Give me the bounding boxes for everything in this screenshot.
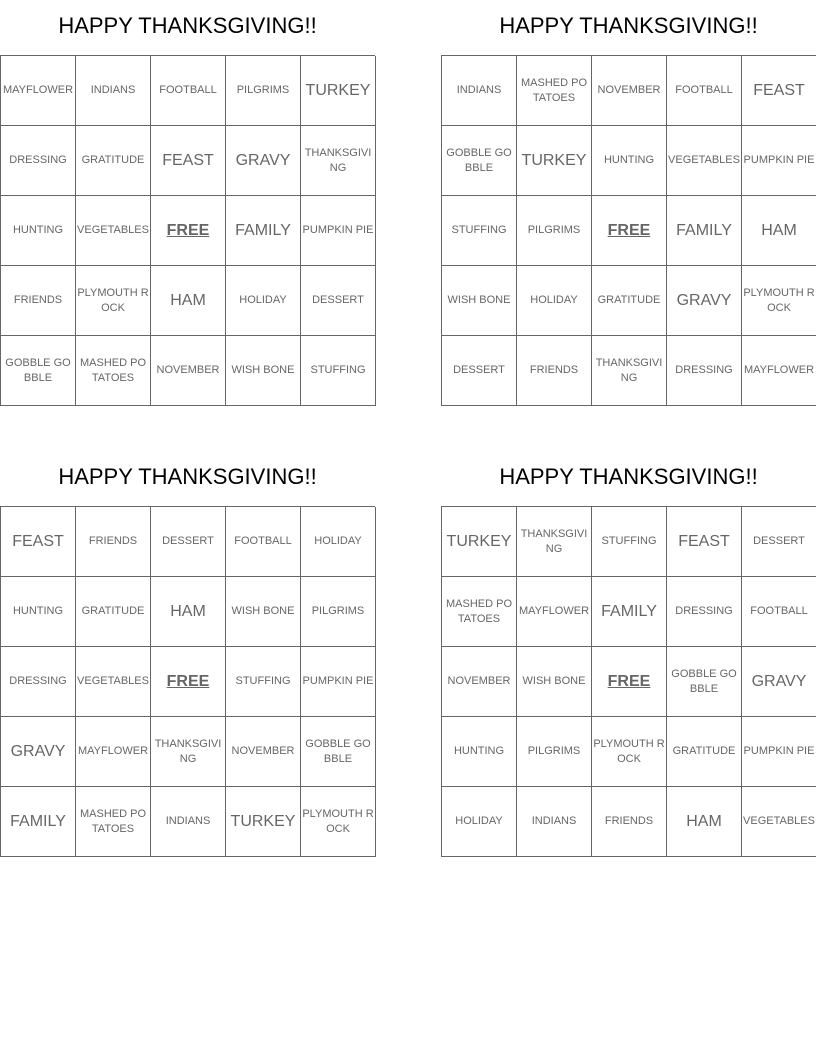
bingo-cell: VEGETABLES — [742, 787, 816, 857]
bingo-card-1 — [0, 0, 375, 406]
bingo-cell: MASHED POTATOES — [76, 336, 151, 406]
bingo-grid — [441, 55, 816, 406]
bingo-cell: HOLIDAY — [442, 787, 517, 857]
bingo-cell: HUNTING — [592, 126, 667, 196]
bingo-cell: VEGETABLES — [76, 647, 151, 717]
bingo-cell: FAMILY — [1, 787, 76, 857]
bingo-cell: GRAVY — [742, 647, 816, 717]
free-space: FREE — [592, 196, 667, 266]
bingo-cell: MASHED POTATOES — [442, 577, 517, 647]
bingo-cell: NOVEMBER — [226, 717, 301, 787]
bingo-cell: DESSERT — [742, 507, 816, 577]
bingo-cell: INDIANS — [76, 56, 151, 126]
bingo-cell: HAM — [151, 266, 226, 336]
bingo-cell: FEAST — [151, 126, 226, 196]
bingo-cell: INDIANS — [517, 787, 592, 857]
bingo-cell: GRAVY — [1, 717, 76, 787]
bingo-cell: PLYMOUTH ROCK — [301, 787, 376, 857]
bingo-cell: DRESSING — [667, 336, 742, 406]
bingo-cell: GRATITUDE — [76, 577, 151, 647]
bingo-cell: INDIANS — [442, 56, 517, 126]
bingo-cell: NOVEMBER — [151, 336, 226, 406]
bingo-cell: VEGETABLES — [76, 196, 151, 266]
bingo-cell: FEAST — [742, 56, 816, 126]
bingo-cell: FAMILY — [592, 577, 667, 647]
bingo-card-2 — [441, 0, 816, 406]
bingo-cell: NOVEMBER — [592, 56, 667, 126]
bingo-cell: DRESSING — [1, 126, 76, 196]
bingo-cell: FOOTBALL — [151, 56, 226, 126]
card-title: HAPPY THANKSGIVING!! — [58, 464, 317, 489]
bingo-cell: FEAST — [667, 507, 742, 577]
bingo-cell: HUNTING — [1, 577, 76, 647]
bingo-cell: THANKSGIVING — [517, 507, 592, 577]
bingo-cell: STUFFING — [301, 336, 376, 406]
bingo-cell: STUFFING — [442, 196, 517, 266]
bingo-cell: FOOTBALL — [226, 507, 301, 577]
bingo-cell: FEAST — [1, 507, 76, 577]
bingo-cell: HUNTING — [442, 717, 517, 787]
bingo-cell: HAM — [151, 577, 226, 647]
bingo-cell: MASHED POTATOES — [517, 56, 592, 126]
bingo-cell: HOLIDAY — [301, 507, 376, 577]
bingo-cell: FOOTBALL — [742, 577, 816, 647]
bingo-cell: FRIENDS — [592, 787, 667, 857]
bingo-cell: PILGRIMS — [517, 717, 592, 787]
free-space: FREE — [151, 196, 226, 266]
bingo-cell: GRATITUDE — [592, 266, 667, 336]
bingo-grid — [0, 55, 375, 406]
bingo-cell: FRIENDS — [76, 507, 151, 577]
bingo-cell: PILGRIMS — [517, 196, 592, 266]
bingo-cell: HUNTING — [1, 196, 76, 266]
bingo-cell: THANKSGIVING — [151, 717, 226, 787]
bingo-cell: WISH BONE — [517, 647, 592, 717]
bingo-cell: PLYMOUTH ROCK — [742, 266, 816, 336]
bingo-cell: TURKEY — [301, 56, 376, 126]
bingo-cell: GOBBLE GOBBLE — [301, 717, 376, 787]
card-title: HAPPY THANKSGIVING!! — [499, 13, 758, 38]
bingo-cell: PUMPKIN PIE — [742, 126, 816, 196]
bingo-cell: DRESSING — [1, 647, 76, 717]
bingo-cell: NOVEMBER — [442, 647, 517, 717]
bingo-cell: DESSERT — [301, 266, 376, 336]
bingo-grid — [0, 506, 375, 857]
bingo-cell: HOLIDAY — [226, 266, 301, 336]
bingo-cell: WISH BONE — [442, 266, 517, 336]
bingo-cell: VEGETABLES — [667, 126, 742, 196]
bingo-cell: FAMILY — [226, 196, 301, 266]
bingo-cell: DRESSING — [667, 577, 742, 647]
bingo-cell: FRIENDS — [1, 266, 76, 336]
bingo-cell: HAM — [742, 196, 816, 266]
bingo-card-3 — [0, 451, 375, 857]
bingo-cell: PUMPKIN PIE — [301, 196, 376, 266]
bingo-cell: DESSERT — [151, 507, 226, 577]
bingo-cell: FAMILY — [667, 196, 742, 266]
bingo-cell: FOOTBALL — [667, 56, 742, 126]
bingo-cell: PUMPKIN PIE — [742, 717, 816, 787]
bingo-cell: PLYMOUTH ROCK — [592, 717, 667, 787]
bingo-cell: STUFFING — [226, 647, 301, 717]
free-space: FREE — [592, 647, 667, 717]
bingo-cell: THANKSGIVING — [301, 126, 376, 196]
bingo-cell: PUMPKIN PIE — [301, 647, 376, 717]
bingo-cell: STUFFING — [592, 507, 667, 577]
bingo-cell: INDIANS — [151, 787, 226, 857]
card-title: HAPPY THANKSGIVING!! — [58, 13, 317, 38]
free-space: FREE — [151, 647, 226, 717]
bingo-cell: GRAVY — [226, 126, 301, 196]
bingo-cell: WISH BONE — [226, 336, 301, 406]
bingo-cell: WISH BONE — [226, 577, 301, 647]
bingo-cell: HOLIDAY — [517, 266, 592, 336]
bingo-cell: TURKEY — [226, 787, 301, 857]
bingo-cell: PLYMOUTH ROCK — [76, 266, 151, 336]
bingo-cell: DESSERT — [442, 336, 517, 406]
card-title: HAPPY THANKSGIVING!! — [499, 464, 758, 489]
bingo-cell: TURKEY — [442, 507, 517, 577]
bingo-cell: PILGRIMS — [226, 56, 301, 126]
bingo-cell: GRAVY — [667, 266, 742, 336]
bingo-cell: GOBBLE GOBBLE — [667, 647, 742, 717]
bingo-cell: GOBBLE GOBBLE — [1, 336, 76, 406]
bingo-cell: MAYFLOWER — [742, 336, 816, 406]
bingo-grid — [441, 506, 816, 857]
bingo-cell: MAYFLOWER — [1, 56, 76, 126]
bingo-card-4 — [441, 451, 816, 857]
bingo-cell: MAYFLOWER — [517, 577, 592, 647]
bingo-cell: GRATITUDE — [76, 126, 151, 196]
bingo-cell: MAYFLOWER — [76, 717, 151, 787]
bingo-cell: FRIENDS — [517, 336, 592, 406]
bingo-cell: MASHED POTATOES — [76, 787, 151, 857]
bingo-cell: THANKSGIVING — [592, 336, 667, 406]
bingo-cell: GRATITUDE — [667, 717, 742, 787]
bingo-cell: HAM — [667, 787, 742, 857]
bingo-cell: GOBBLE GOBBLE — [442, 126, 517, 196]
bingo-cell: PILGRIMS — [301, 577, 376, 647]
bingo-cell: TURKEY — [517, 126, 592, 196]
